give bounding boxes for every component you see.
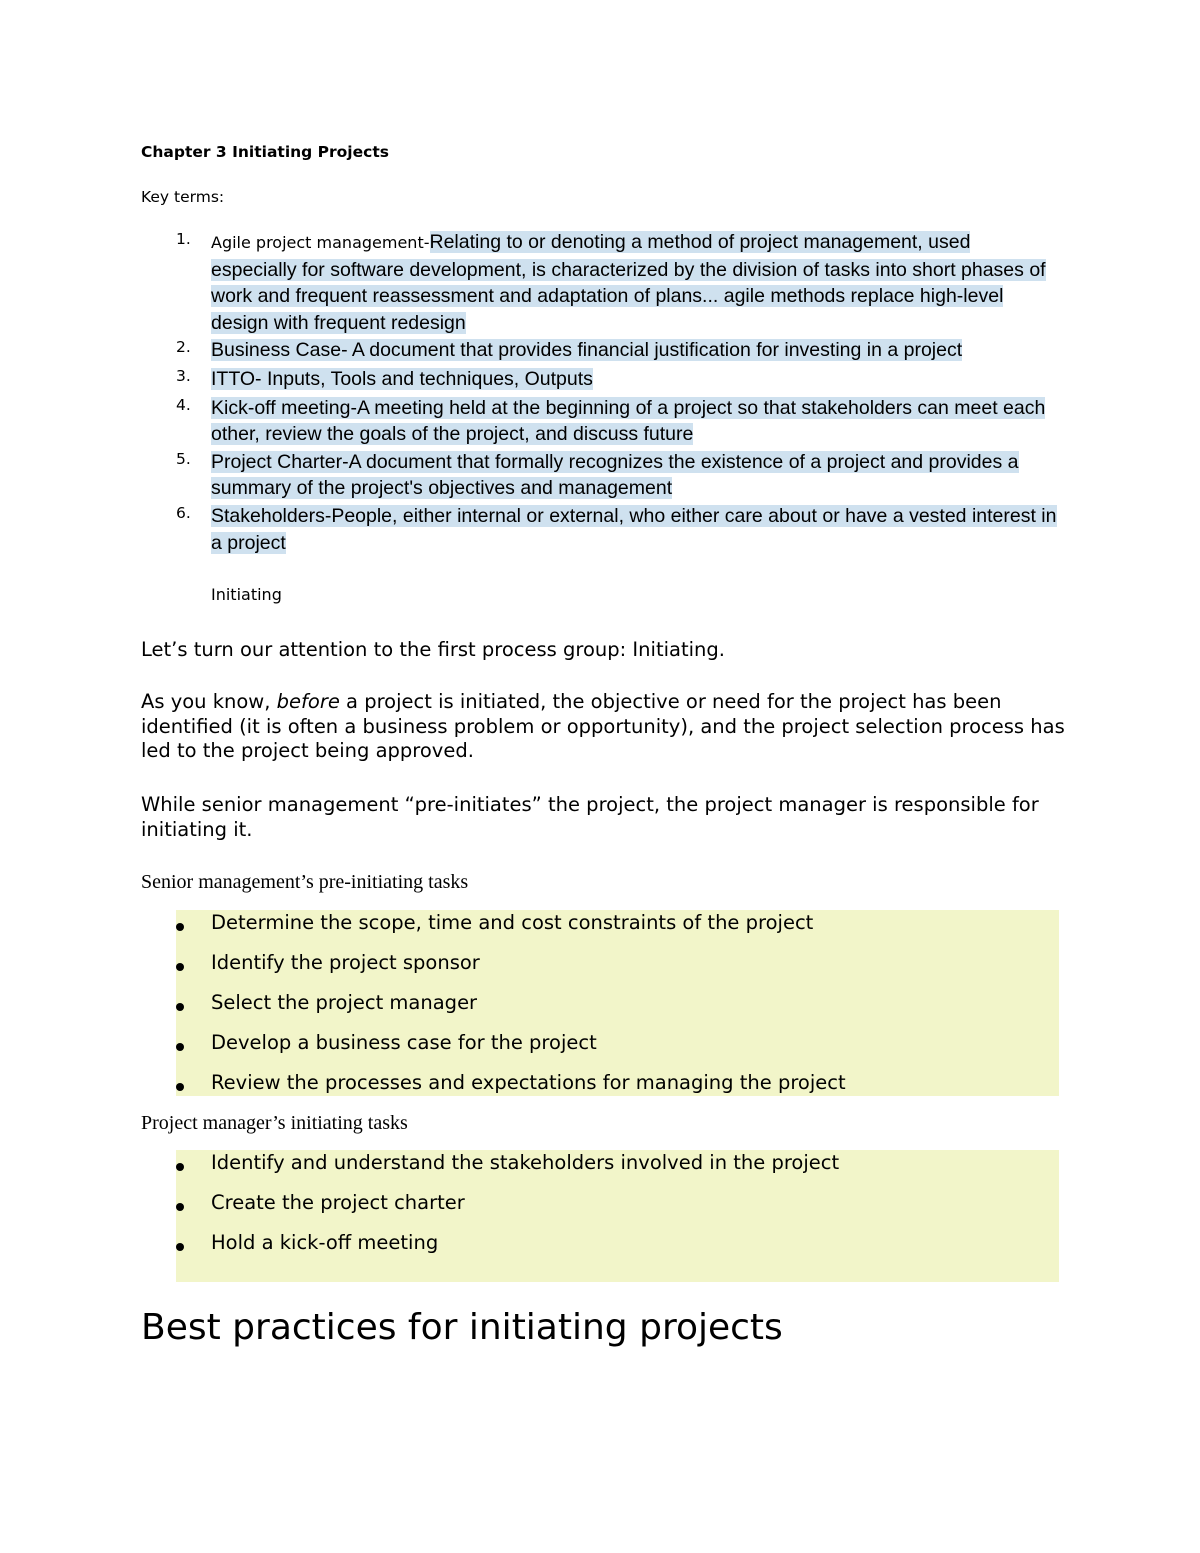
bullet-icon xyxy=(176,1243,184,1251)
key-term-definition: Stakeholders-People, either internal or external, who either care about or have a vested interest in a project xyxy=(211,504,1057,554)
key-term-item xyxy=(0,449,1200,502)
task-text: Review the processes and expectations for managing the project xyxy=(211,1071,846,1094)
project-manager-heading: Project manager’s initiating tasks xyxy=(141,1112,408,1134)
key-terms-label: Key terms: xyxy=(141,188,225,206)
key-terms-list xyxy=(0,229,1200,556)
key-term-number: 1. xyxy=(176,230,191,248)
bullet-icon xyxy=(176,1043,184,1051)
list-item xyxy=(176,1150,1059,1190)
key-term-number: 2. xyxy=(176,338,191,357)
key-term-item xyxy=(0,503,1200,556)
list-item xyxy=(176,950,1059,990)
key-term-definition: Relating to or denoting a method of project management, used especially for software development, is characterized by the division of tasks into short phases of work and frequent reassessment and adaptation of plans... agile methods replace high-level design with frequent redesign xyxy=(211,231,1046,334)
key-term-number: 6. xyxy=(176,503,191,522)
key-term-item xyxy=(0,337,1200,364)
paragraph-text: a project is initiated, the objective or need for the project has been identified (it is often a business problem or opportunity), and the project selection process has led to the project being approved. xyxy=(141,690,1065,762)
project-manager-task-list xyxy=(176,1150,1059,1270)
task-text: Determine the scope, time and cost constraints of the project xyxy=(211,911,814,934)
chapter-title: Chapter 3 Initiating Projects xyxy=(141,143,389,161)
responsibility-paragraph: While senior management “pre-initiates” the project, the project manager is responsible for initiating it. xyxy=(141,793,1039,841)
bullet-icon xyxy=(176,1163,184,1171)
key-term-number: 4. xyxy=(176,395,191,414)
bullet-icon xyxy=(176,1203,184,1211)
initiating-subheading: Initiating xyxy=(211,585,282,604)
list-item xyxy=(176,990,1059,1030)
key-term-definition: Project Charter-A document that formally recognizes the existence of a project and provides a summary of the project's objectives and management xyxy=(211,450,1019,500)
task-text: Develop a business case for the project xyxy=(211,1031,597,1054)
key-term-number: 3. xyxy=(176,366,191,385)
bullet-icon xyxy=(176,1083,184,1091)
task-text: Identify and understand the stakeholders involved in the project xyxy=(211,1151,840,1174)
key-term-item xyxy=(0,366,1200,393)
intro-paragraph: Let’s turn our attention to the first process group: Initiating. xyxy=(141,638,725,661)
background-paragraph xyxy=(141,690,1066,764)
task-text: Create the project charter xyxy=(211,1191,465,1214)
list-item xyxy=(176,1030,1059,1070)
key-term-item xyxy=(0,229,1200,336)
key-term-lead: Agile project management- xyxy=(211,233,430,252)
paragraph-text: As you know, xyxy=(141,690,277,713)
best-practices-heading: Best practices for initiating projects xyxy=(141,1307,783,1348)
key-term-item xyxy=(0,395,1200,448)
senior-management-tasks-box xyxy=(176,910,1059,1096)
bullet-icon xyxy=(176,963,184,971)
senior-management-heading: Senior management’s pre-initiating tasks xyxy=(141,871,469,893)
project-manager-tasks-box xyxy=(176,1150,1059,1282)
list-item xyxy=(176,1070,1059,1110)
task-text: Hold a kick-off meeting xyxy=(211,1231,439,1254)
bullet-icon xyxy=(176,1003,184,1011)
emphasis-text: before xyxy=(276,690,340,713)
key-term-number: 5. xyxy=(176,449,191,468)
key-term-definition: Kick-off meeting-A meeting held at the beginning of a project so that stakeholders can meet each other, review the goals of the project, and discuss future xyxy=(211,396,1046,446)
key-term-definition: Business Case- A document that provides financial justification for investing in a project xyxy=(211,339,963,362)
key-term-definition: ITTO- Inputs, Tools and techniques, Outputs xyxy=(211,367,593,390)
senior-management-task-list xyxy=(176,910,1059,1110)
task-text: Select the project manager xyxy=(211,991,478,1014)
list-item xyxy=(176,910,1059,950)
list-item xyxy=(176,1230,1059,1270)
list-item xyxy=(176,1190,1059,1230)
task-text: Identify the project sponsor xyxy=(211,951,480,974)
bullet-icon xyxy=(176,923,184,931)
